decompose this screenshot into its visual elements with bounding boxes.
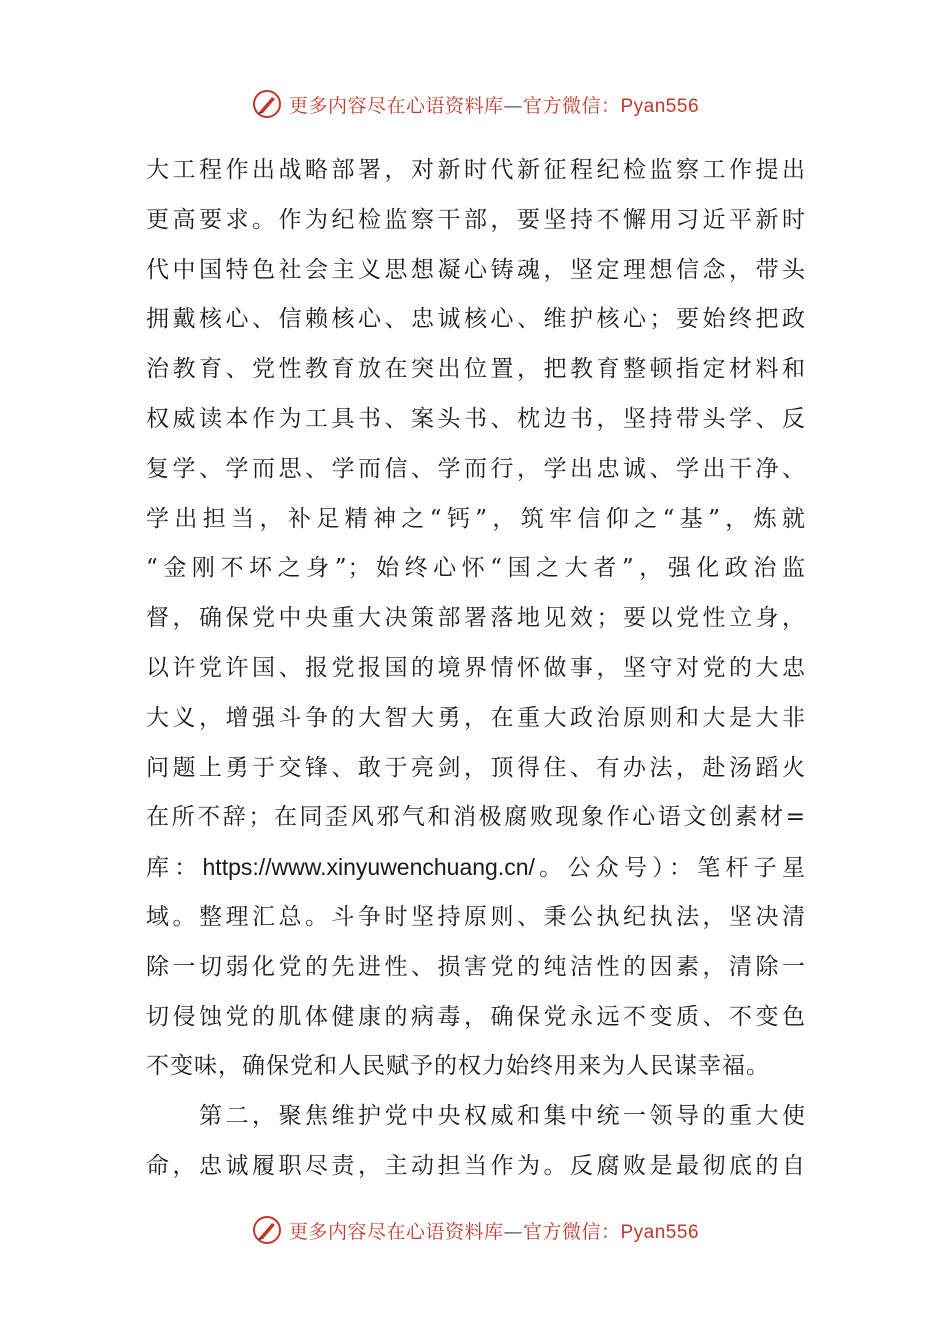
text-line: 在所不辞；在同歪风邪气和消极腐败现象作心语文创素材=	[146, 804, 806, 831]
wechat-handle: Pyan556	[620, 1221, 700, 1243]
text-line: 大义，增强斗争的大智大勇，在重大政治原则和大是大非	[146, 704, 806, 731]
text-line: 问题上勇于交锋、敢于亮剑，顶得住、有办法，赴汤蹈火	[146, 754, 806, 781]
text-line: 域。整理汇总。斗争时坚持原则、秉公执纪执法，坚决清	[146, 903, 806, 930]
text-line: 除一切弱化党的先进性、损害党的纯洁性的因素，清除一	[146, 953, 806, 980]
footer-banner	[0, 1212, 950, 1248]
text-line: 治教育、党性教育放在突出位置，把教育整顿指定材料和	[146, 356, 806, 383]
text-line: 更高要求。作为纪检监察干部，要坚持不懈用习近平新时	[146, 206, 806, 233]
text-line: 命，忠诚履职尽责，主动担当作为。反腐败是最彻底的自	[146, 1152, 806, 1179]
text-line: 权威读本作为工具书、案头书、枕边书，坚持带头学、反	[146, 405, 806, 432]
text-line: “金刚不坏之身”；始终心怀“国之大者”，强化政治监	[146, 555, 806, 582]
text-line: 学出担当，补足精神之“钙”，筑牢信仰之“基”，炼就	[146, 505, 806, 532]
wechat-handle: Pyan556	[620, 95, 700, 117]
text-line: 复学、学而思、学而信、学而行，学出忠诚、学出干净、	[146, 455, 806, 482]
text-line: 以许党许国、报党报国的境界情怀做事，坚守对党的大忠	[146, 654, 806, 681]
text-line: 第二，聚焦维护党中央权威和集中统一领导的重大使	[146, 1103, 806, 1130]
text-line: 代中国特色社会主义思想凝心铸魂，坚定理想信念，带头	[146, 256, 806, 283]
text-line-with-url: 库：https://www.xinyuwenchuang.cn/。公众号）：笔杆子星	[146, 854, 806, 882]
text-line: 拥戴核心、信赖核心、忠诚核心、维护核心；要始终把政	[146, 306, 806, 333]
pen-quill-icon	[251, 88, 283, 120]
text-line: 大工程作出战略部署，对新时代新征程纪检监察工作提出	[146, 157, 806, 183]
text-line: 切侵蚀党的肌体健康的病毒，确保党永远不变质、不变色	[146, 1003, 806, 1030]
header-banner	[0, 86, 950, 122]
website-link[interactable]: https://www.xinyuwenchuang.cn/	[202, 854, 535, 881]
banner-text: 更多内容尽在心语资料库—官方微信：Pyan556	[288, 94, 700, 117]
text-line: 不变味，确保党和人民赋予的权力始终用来为人民谋幸福。	[146, 1053, 770, 1080]
banner-text: 更多内容尽在心语资料库—官方微信：Pyan556	[288, 1220, 700, 1243]
document-body	[146, 146, 806, 1192]
text-line: 督，确保党中央重大决策部署落地见效；要以党性立身，	[146, 605, 806, 632]
pen-quill-icon	[251, 1214, 283, 1246]
